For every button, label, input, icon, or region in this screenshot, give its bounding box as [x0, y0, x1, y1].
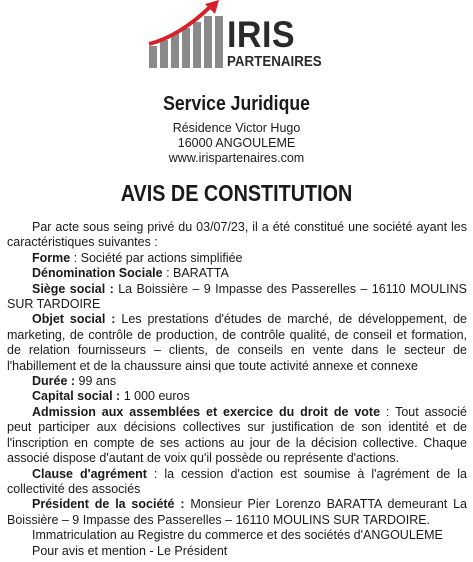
- admission-value: : Tout associé peut participer aux décisions collectives sur justification de son identité et de l'inscription en compte de ses actions au jour de la décision collective. Chaque associé dispose d'autant de voix qu'il possède ou représente d'actions.: [7, 404, 467, 466]
- capital-line: [7, 389, 467, 404]
- admission-line: [7, 405, 467, 467]
- notice-body: [7, 220, 467, 559]
- forme-value: : Société par actions simplifiée: [70, 250, 243, 265]
- intro-paragraph: Par acte sous seing privé du 03/07/23, il a été constitué une société ayant les caractéristiques suivantes :: [7, 220, 467, 250]
- forme-line: [7, 251, 467, 266]
- siege-value: La Boissière – 9 Impasse des Passerelles – 16110 MOULINS SUR TARDOIRE: [7, 281, 467, 312]
- clause-label: Clause d'agrément: [32, 466, 147, 481]
- forme-label: Forme: [32, 250, 71, 265]
- capital-value: 1 000 euros: [120, 389, 190, 404]
- denomination-line: [7, 266, 467, 281]
- duree-label: Durée :: [32, 374, 76, 389]
- service-title: Service Juridique: [163, 93, 310, 115]
- clause-line: [7, 467, 467, 498]
- capital-label: Capital social :: [32, 389, 121, 404]
- siege-label: Siège social :: [32, 281, 114, 296]
- president-value: Monsieur Pier Lorenzo BARATTA demeurant La Boissière – 9 Impasse des Passerelles – 16110 MOULINS SUR TARDOIRE.: [7, 497, 467, 527]
- president-label: Président de la société :: [32, 497, 185, 512]
- objet-label: Objet social :: [32, 312, 116, 327]
- company-logo: [145, 0, 340, 80]
- admission-label: Admission aux assemblées et exercice du droit de vote: [32, 404, 381, 419]
- notice-title: AVIS DE CONSTITUTION: [120, 180, 353, 206]
- denomination-label: Dénomination Sociale: [32, 266, 163, 281]
- president-line: [7, 497, 467, 528]
- website-link[interactable]: www.irispartenaires.com: [168, 151, 305, 165]
- closing-line: Pour avis et mention - Le Président: [32, 543, 228, 558]
- objet-value: Les prestations d'études de marché, de développement, de marketing, de contrôle de production, de contrôle qualité, de conseil et formation, de relation fournisseurs – clients, de conseils en vente dans le secteur de l'habillement et de la chaussure ainsi que toute activité annexe et connexe: [7, 312, 467, 373]
- denomination-value: : BARATTA: [162, 266, 229, 281]
- objet-line: [7, 312, 467, 374]
- address-line-1: Résidence Victor Hugo: [172, 121, 301, 135]
- immatriculation-line: Immatriculation au Registre du commerce et des sociétés d'ANGOULEME: [32, 528, 443, 543]
- address-line-2: 16000 ANGOULEME: [177, 136, 296, 150]
- duree-line: [7, 374, 467, 389]
- duree-value: 99 ans: [75, 374, 117, 389]
- growth-bars-arrow-icon: [145, 0, 225, 72]
- clause-value: : la cession d'action est soumise à l'agrément de la collectivité des associés: [7, 466, 467, 496]
- logo-subtitle: PARTENAIRES: [227, 54, 322, 70]
- siege-line: [7, 282, 467, 313]
- logo-brand-text: IRIS: [227, 14, 296, 55]
